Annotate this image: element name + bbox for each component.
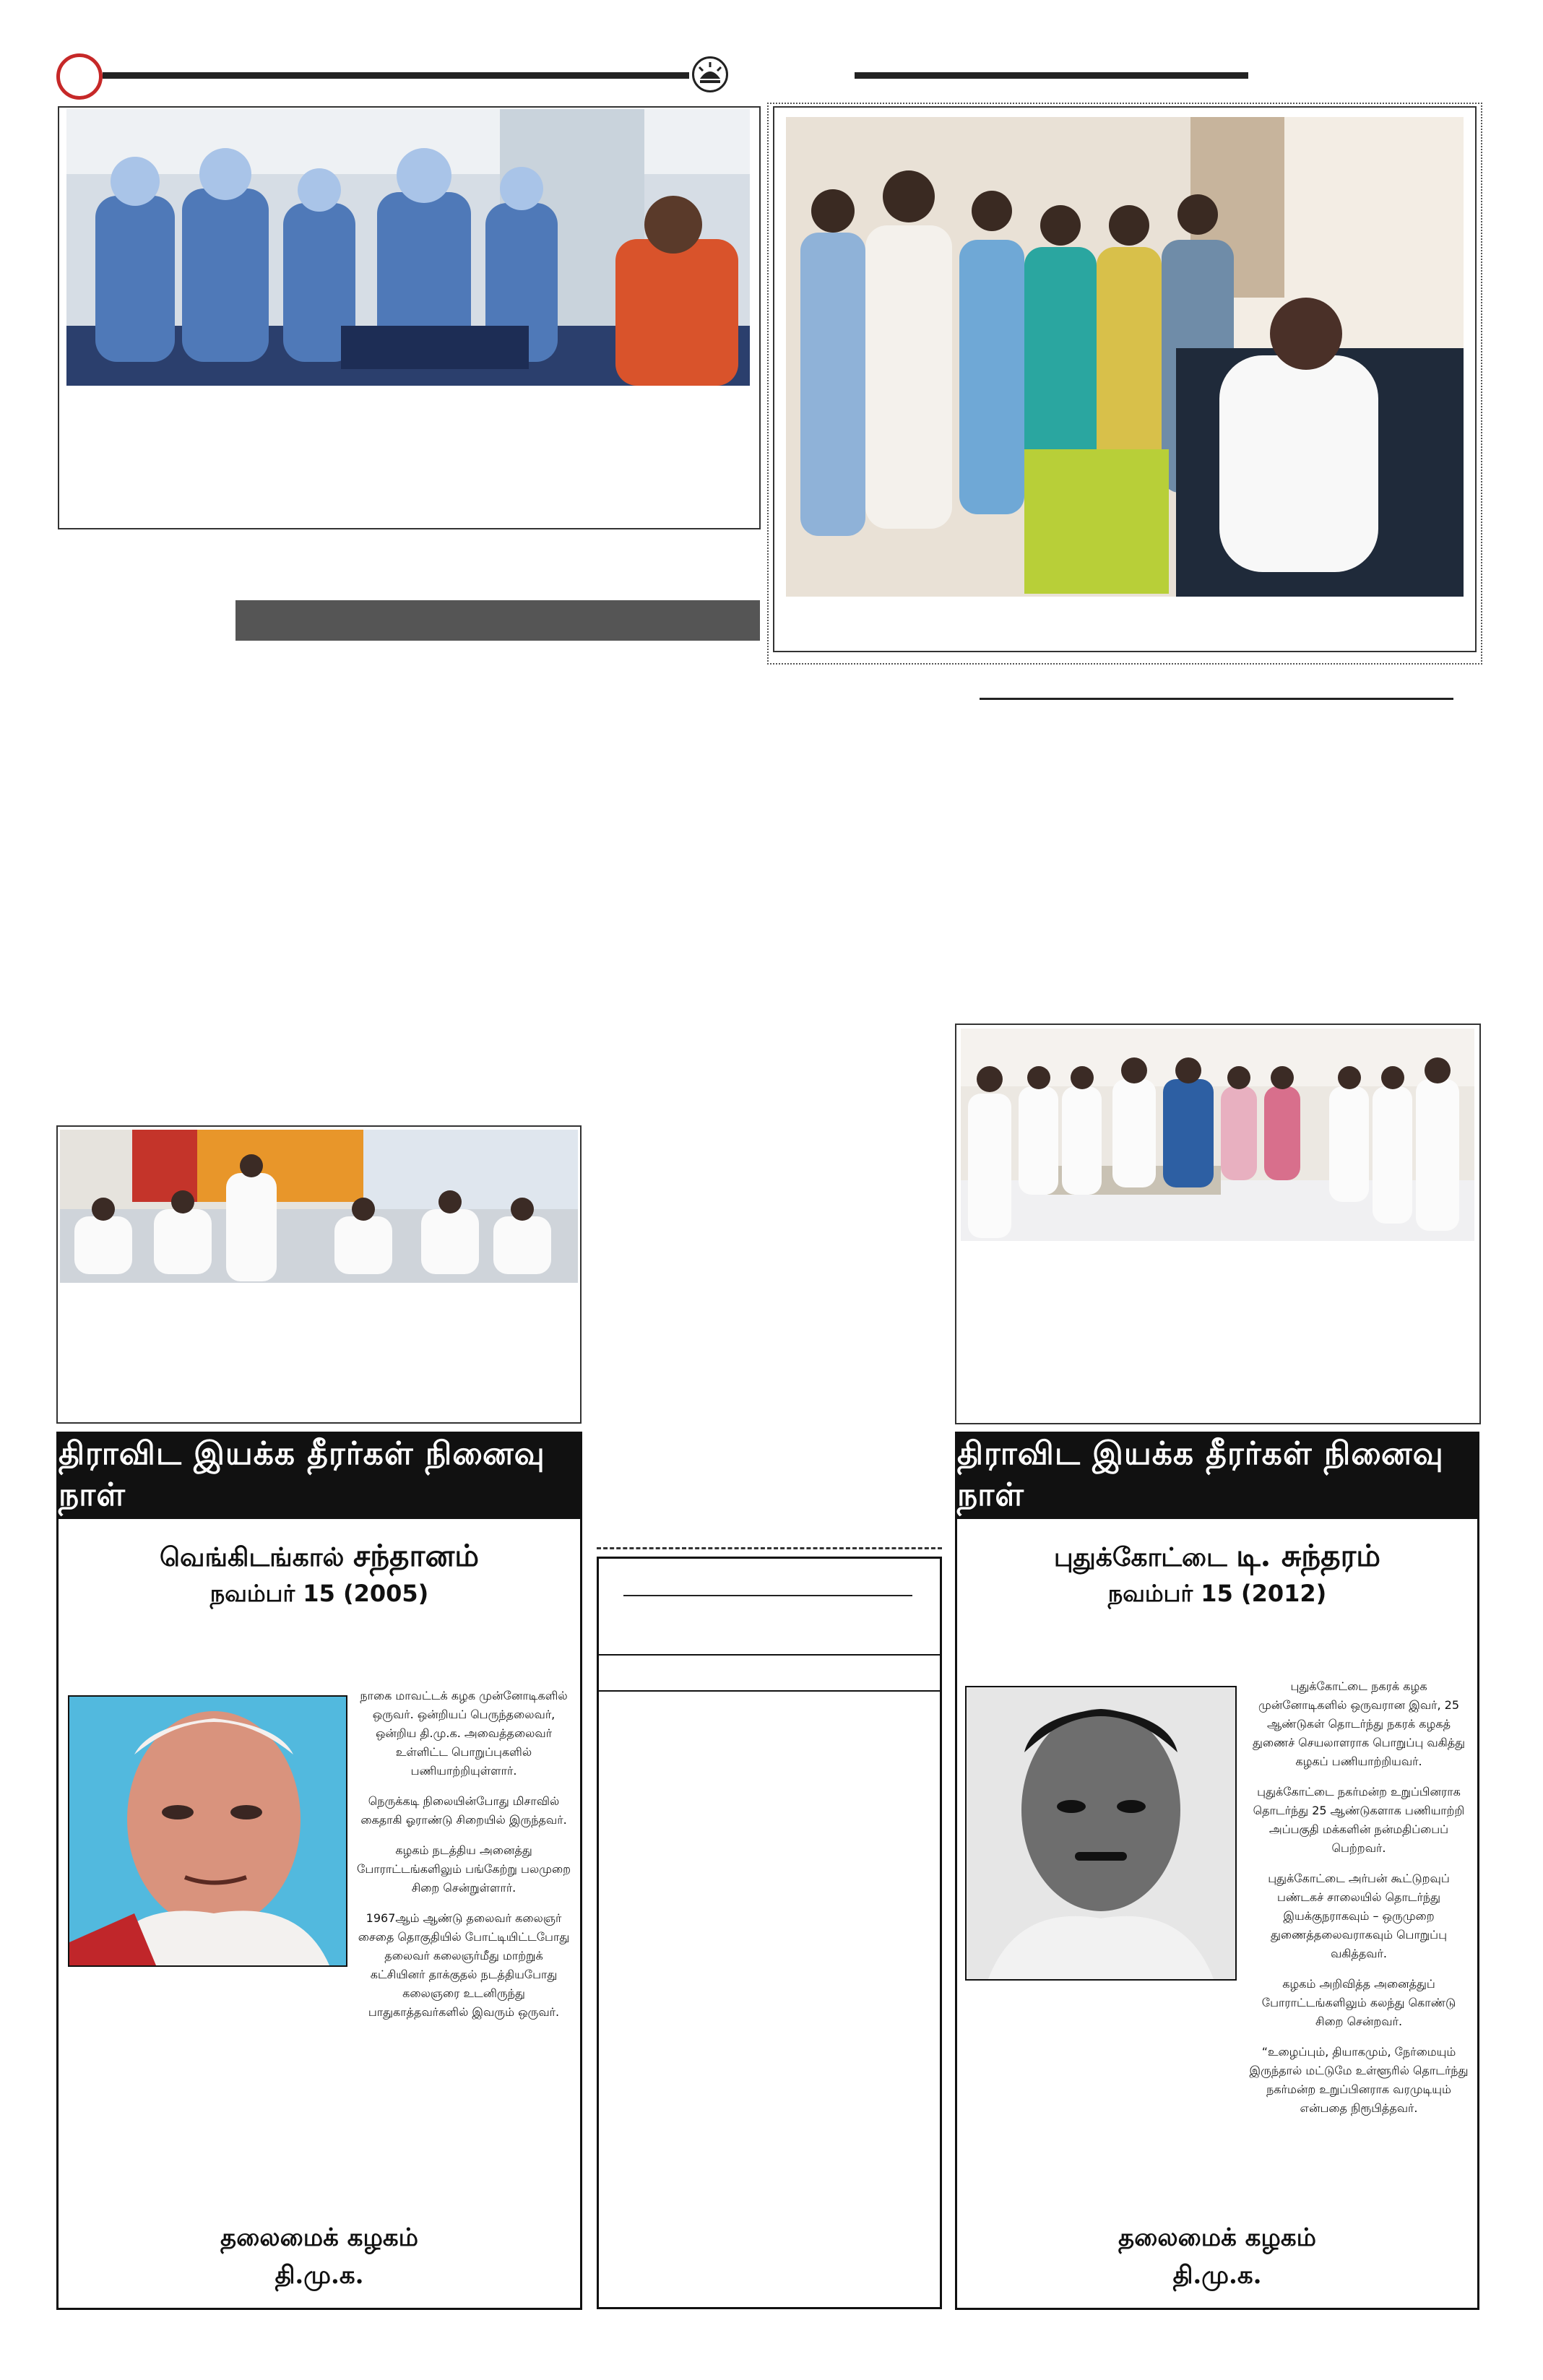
- footer-party: தி.மு.க.: [275, 2261, 364, 2290]
- memorial-band-title: திராவிட இயக்க தீரர்கள் நினைவு நாள்: [957, 1434, 1477, 1519]
- memorial-date: நவம்பர் 15 (2012): [1107, 1580, 1327, 1607]
- footer-headquarters: தலைமைக் கழகம்: [220, 2223, 418, 2252]
- memorial-date: நவம்பர் 15 (2005): [209, 1580, 429, 1607]
- section-rule-right: [980, 698, 1453, 700]
- memorial-band-title: திராவிட இயக்க தீரர்கள் நினைவு நாள்: [59, 1434, 580, 1519]
- bio-paragraph: புதுக்கோட்டை நகரக் கழக முன்னோடிகளில் ஒருவரான இவர், 25 ஆண்டுகள் தொடர்ந்து நகரக் கழகத் துணைச் செயலாளராக பொறுப்பு வகித்து கழகப் பணியாற்றியவர்.: [1252, 1679, 1466, 1768]
- middle-dashed-rule: [597, 1547, 942, 1549]
- middle-box-rule: [623, 1595, 912, 1596]
- memorial-name-prefix: வெங்கிடங்கால்: [160, 1543, 345, 1572]
- bio-paragraph: நாகை மாவட்டக் கழக முன்னோடிகளில் ஒருவர். ஒன்றியப் பெருந்தலைவர், ஒன்றிய தி.மு.க. அவைத்தலைவர் உள்ளிட்ட பொறுப்புகளில் பணியாற்றியுள்ளார்.: [360, 1689, 568, 1778]
- hospital-visit-photo: [66, 109, 750, 386]
- bio-paragraph: புதுக்கோட்டை அர்பன் கூட்டுறவுப் பண்டகச் சாலையில் தொடர்ந்து இயக்குநராகவும் – ஒருமுறை துணைத்தலைவராகவும் பொறுப்பு வகித்தவர்.: [1268, 1871, 1450, 1960]
- portrait-sundaram: [965, 1686, 1237, 1981]
- page-marker-circle: [56, 53, 103, 100]
- bio-paragraph: கழகம் அறிவித்த அனைத்துப் போராட்டங்களிலும் கலந்து கொண்டு சிறை சென்றவர்.: [1261, 1977, 1456, 2028]
- party-meeting-photo: [60, 1130, 578, 1283]
- header-rule-right: [855, 72, 1248, 79]
- footer-headquarters: தலைமைக் கழகம்: [1118, 2223, 1316, 2252]
- bio-paragraph: கழகம் நடத்திய அனைத்து போராட்டங்களிலும் பங்கேற்று பலமுறை சிறை சென்றுள்ளார்.: [357, 1843, 571, 1895]
- memorial-name: [59, 1537, 580, 1577]
- bio-paragraph: “உழைப்பும், தியாகமும், நேர்மையும் இருந்தால் மட்டுமே உள்ளூரில் தொடர்ந்து நகர்மன்ற உறுப்பினராக வரமுடியும் என்பதை நிரூபித்தவர்.: [1249, 2045, 1469, 2115]
- middle-box-band: [599, 1654, 940, 1692]
- rising-sun-emblem-icon: [692, 56, 728, 92]
- memorial-name-main: டி. சுந்தரம்: [1236, 1538, 1381, 1573]
- bio-paragraph: நெருக்கடி நிலையின்போது மிசாவில் கைதாகி ஓராண்டு சிறையில் இருந்தவர்.: [360, 1794, 567, 1827]
- student-meeting-photo: [786, 117, 1464, 597]
- memorial-footer: [957, 2219, 1477, 2294]
- memorial-name: [957, 1537, 1477, 1577]
- footer-party: தி.மு.க.: [1172, 2261, 1262, 2290]
- memorial-bio: [357, 1687, 571, 2033]
- memorial-name-prefix: புதுக்கோட்டை: [1053, 1543, 1227, 1572]
- portrait-santhanam: [68, 1695, 347, 1967]
- caption-bar-dark: [235, 600, 760, 641]
- book-presentation-photo: [961, 1029, 1474, 1241]
- bio-paragraph: 1967ஆம் ஆண்டு தலைவர் கலைஞர் சைதை தொகுதியில் போட்டியிட்டபோது தலைவர் கலைஞர்மீது மாற்றுக் கட்சியினர் தாக்குதல் நடத்தியபோது கலைஞரை உடனிருந்து பாதுகாத்தவர்களில் இவரும் ஒருவர்.: [358, 1911, 570, 2019]
- bio-paragraph: புதுக்கோட்டை நகர்மன்ற உறுப்பினராக தொடர்ந்து 25 ஆண்டுகளாக பணியாற்றி அப்பகுதி மக்களின் நன்மதிப்பைப் பெற்றவர்.: [1253, 1785, 1465, 1855]
- memorial-name-main: சந்தானம்: [353, 1538, 479, 1573]
- header-rule-left: [103, 72, 689, 79]
- memorial-bio: [1248, 1677, 1469, 2129]
- memorial-footer: [59, 2219, 580, 2294]
